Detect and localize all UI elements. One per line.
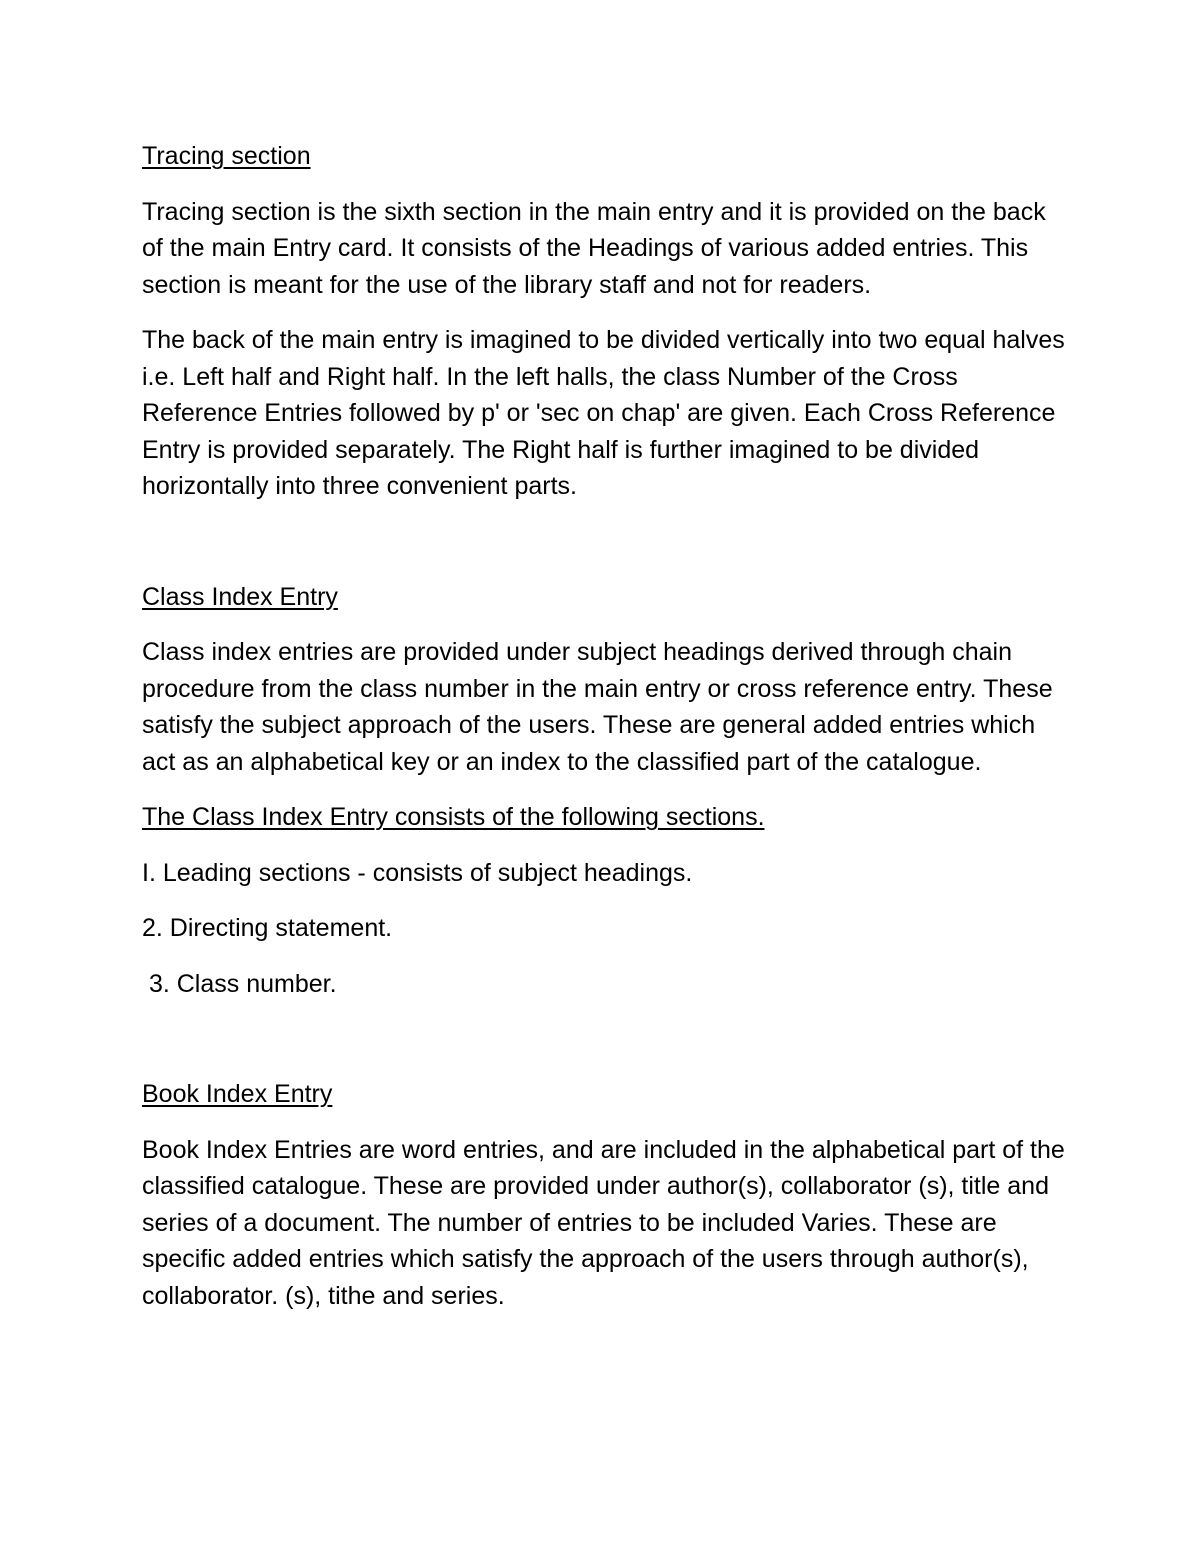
tracing-section-heading: Tracing section [142,142,311,170]
class-index-entry-paragraph: Class index entries are provided under subject headings derived through chain procedure from the class number in the main entry or cross reference entry. These satisfy the subject approach of the users. These are general added entries which act as an alphabetical key or an index to the classified part of the catalogue. [142,638,1053,776]
class-index-sections-subheading: The Class Index Entry consists of the following sections. [142,803,765,831]
list-item: 3. Class number. [142,969,337,998]
list-item: I. Leading sections - consists of subject headings. [142,858,693,887]
document-page [142,138,1072,1314]
tracing-section-paragraph-2: The back of the main entry is imagined to be divided vertically into two equal halves i.e. Left half and Right half. In the left halls, the class Number of the Cross Reference Entries followed by p' or 'sec on chap' are given. Each Cross Reference Entry is provided separately. The Right half is further imagined to be divided horizontally into three convenient parts. [142,326,1065,500]
class-index-entry-heading: Class Index Entry [142,582,338,611]
tracing-section-paragraph-1: Tracing section is the sixth section in the main entry and it is provided on the back of the main Entry card. It consists of the Headings of various added entries. This section is meant for the use of the library staff and not for readers. [142,197,1046,299]
book-index-entry-heading: Book Index Entry [142,1080,333,1108]
book-index-entry-paragraph: Book Index Entries are word entries, and are included in the alphabetical part of the classified catalogue. These are provided under author(s), collaborator (s), title and series of a document. The number of entries to be included Varies. These are specific added entries which satisfy the approach of the users through author(s), collaborator. (s), tithe and series. [142,1135,1065,1310]
list-item: 2. Directing statement. [142,914,393,942]
